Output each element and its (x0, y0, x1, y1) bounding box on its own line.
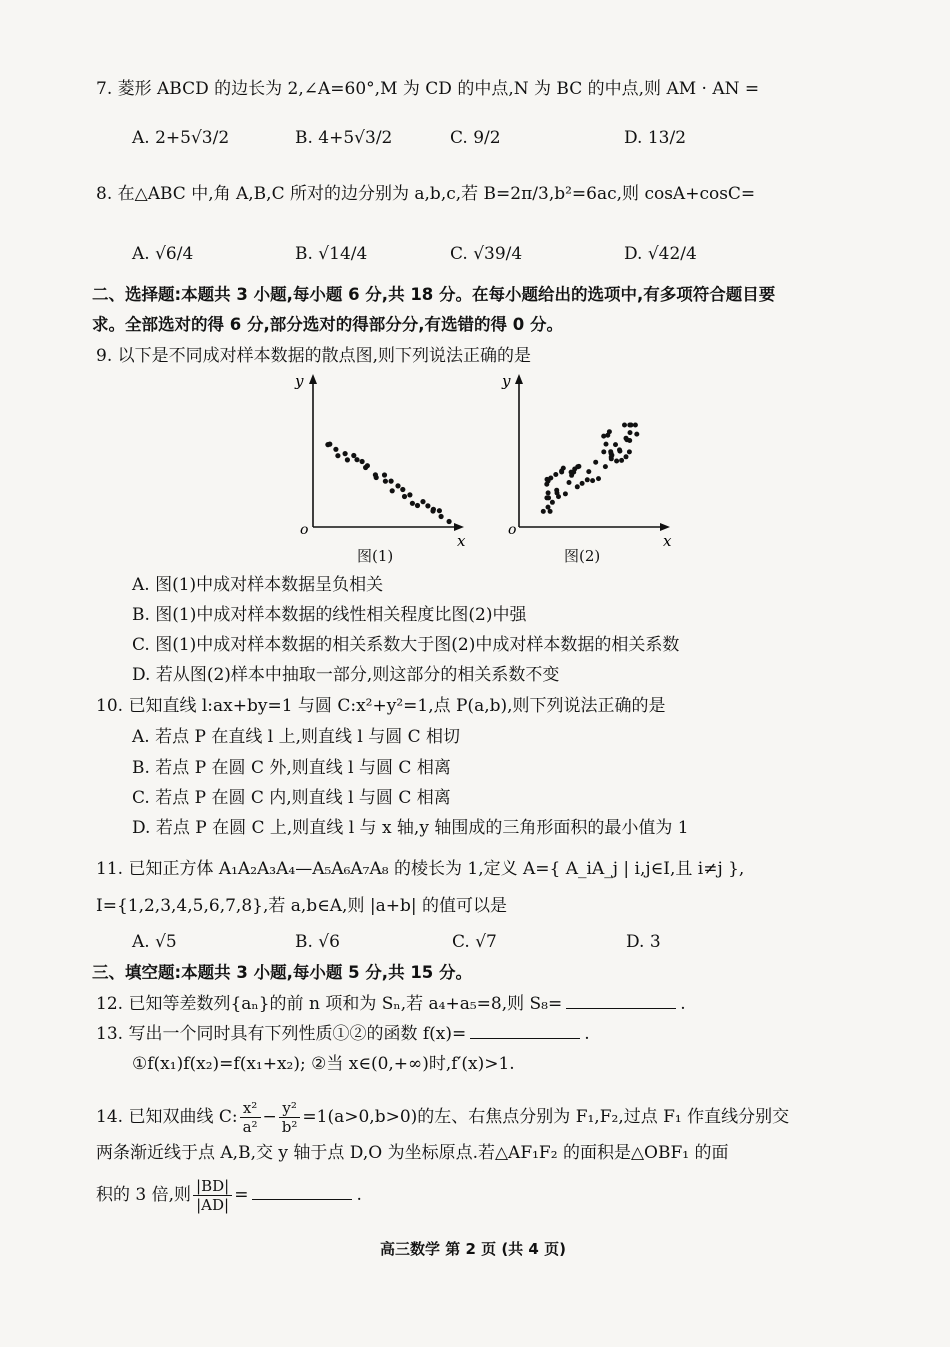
fig1-origin-label: o (300, 522, 309, 538)
fig2-point (624, 436, 629, 441)
q8-option-c: C. √39/4 (450, 244, 523, 264)
q10-option-d: D. 若点 P 在圆 C 上,则直线 l 与 x 轴,y 轴围成的三角形面积的最小值为 1 (132, 818, 689, 838)
q7-option-a: A. 2+5√3/2 (132, 128, 230, 148)
fig2-point (617, 447, 622, 452)
q12-line: 12. 已知等差数列{aₙ}的前 n 项和为 Sₙ,若 a₄+a₅=8,则 S₈= . (96, 994, 686, 1014)
scatter-figure-1 (290, 370, 480, 550)
q11-option-a: A. √5 (132, 932, 177, 952)
fig1-point (431, 507, 436, 512)
fig1-point (333, 447, 338, 452)
fig2-point (546, 490, 551, 495)
fig1-point (365, 463, 370, 468)
fig1-point (335, 453, 340, 458)
fig1-point (395, 483, 400, 488)
q9-option-d: D. 若从图(2)样本中抽取一部分,则这部分的相关系数不变 (132, 665, 560, 685)
fig2-point (622, 423, 627, 428)
fig2-point (593, 460, 598, 465)
q9-option-c: C. 图(1)中成对样本数据的相关系数大于图(2)中成对样本数据的相关系数 (132, 635, 680, 655)
page-footer: 高三数学 第 2 页 (共 4 页) (380, 1240, 566, 1258)
q13-conditions: ①f(x₁)f(x₂)=f(x₁+x₂); ②当 x∈(0,+∞)时,f′(x)>1. (132, 1054, 515, 1074)
fig1-point (402, 494, 407, 499)
q8-stem: 8. 在△ABC 中,角 A,B,C 所对的边分别为 a,b,c,若 B=2π/3,b²=6ac,则 cosA+cosC= (96, 184, 756, 204)
q11-option-c: C. √7 (452, 932, 497, 952)
fig1-point (439, 514, 444, 519)
q10-option-b: B. 若点 P 在圆 C 外,则直线 l 与圆 C 相离 (132, 758, 451, 778)
fig2-point (609, 456, 614, 461)
fig1-point (410, 501, 415, 506)
fig1-point (420, 499, 425, 504)
fig2-point (563, 491, 568, 496)
fig1-point (373, 472, 378, 477)
fig2-caption: 图(2) (564, 547, 601, 565)
fig1-point (345, 457, 350, 462)
q13-answer-blank[interactable] (470, 1022, 580, 1039)
q13-line: 13. 写出一个同时具有下列性质①②的函数 f(x)= . (96, 1024, 590, 1044)
q7-stem: 7. 菱形 ABCD 的边长为 2,∠A=60°,M 为 CD 的中点,N 为 BC 的中点,则 AM · AN = (96, 79, 760, 99)
q9-stem: 9. 以下是不同成对样本数据的散点图,则下列说法正确的是 (96, 346, 532, 366)
fig1-point (354, 457, 359, 462)
fig1-point (400, 487, 405, 492)
fig1-point (447, 519, 452, 524)
fig2-point (601, 449, 606, 454)
fig2-point (614, 459, 619, 464)
fig2-point (619, 458, 624, 463)
section2-heading-line2: 求。全部选对的得 6 分,部分选对的得部分分,有选错的得 0 分。 (92, 315, 563, 334)
fig2-point (580, 481, 585, 486)
q13-stem: 13. 写出一个同时具有下列性质①②的函数 f(x)= (96, 1024, 467, 1044)
q7-option-c: C. 9/2 (450, 128, 501, 148)
fig1-point (383, 479, 388, 484)
fig2-point (575, 484, 580, 489)
fig1-point (382, 472, 387, 477)
fig2-point (603, 464, 608, 469)
fig2-point (546, 505, 551, 510)
fig1-point (425, 503, 430, 508)
q8-option-b: B. √14/4 (295, 244, 368, 264)
fig2-point (607, 429, 612, 434)
q11-stem: 11. 已知正方体 A₁A₂A₃A₄—A₅A₆A₇A₈ 的棱长为 1,定义 A={ A_iA_j | i,j∈I,且 i≠j }, (96, 859, 745, 879)
q12-answer-blank[interactable] (566, 992, 676, 1009)
fig2-point (559, 470, 564, 475)
fig2-point (550, 500, 555, 505)
fig2-point (633, 423, 638, 428)
q14-frac-x: $\frac{\text{x²}}{\text{a²}}$ (240, 1099, 261, 1136)
fig1-point (390, 488, 395, 493)
q9-option-b: B. 图(1)中成对样本数据的线性相关程度比图(2)中强 (132, 605, 527, 625)
fig2-point (624, 454, 629, 459)
fig1-point (343, 451, 348, 456)
q11-option-d: D. 3 (626, 932, 661, 952)
fig1-point (389, 479, 394, 484)
fig2-point (634, 432, 639, 437)
fig2-point (567, 480, 572, 485)
q12-stem: 12. 已知等差数列{aₙ}的前 n 项和为 Sₙ,若 a₄+a₅=8,则 S₈= (96, 994, 563, 1014)
fig2-point (601, 434, 606, 439)
section2-heading-line1: 二、选择题:本题共 3 小题,每小题 6 分,共 18 分。在每小题给出的选项中,有多项符合题目要 (92, 285, 776, 304)
fig1-caption: 图(1) (357, 547, 394, 565)
q10-option-a: A. 若点 P 在直线 l 上,则直线 l 与圆 C 相切 (132, 727, 461, 747)
fig2-point (604, 442, 609, 447)
fig2-point (553, 472, 558, 477)
q8-option-a: A. √6/4 (132, 244, 194, 264)
fig2-axis-y-label: y (502, 372, 511, 390)
fig1-point (360, 459, 365, 464)
q9-option-a: A. 图(1)中成对样本数据呈负相关 (132, 575, 384, 595)
fig1-point (415, 503, 420, 508)
fig1-point (407, 492, 412, 497)
q14-answer-blank[interactable] (252, 1183, 352, 1200)
fig2-point (596, 476, 601, 481)
q7-option-b: B. 4+5√3/2 (295, 128, 393, 148)
q7-option-d: D. 13/2 (624, 128, 687, 148)
q14-frac-bd-ad: $\frac{|BD|}{|AD|}$ (193, 1177, 232, 1214)
fig2-origin-label: o (508, 522, 517, 538)
fig2-point (586, 469, 591, 474)
fig2-point (541, 509, 546, 514)
q14-line3: 积的 3 倍,则 $\frac{|BD|}{|AD|}$ = . (96, 1177, 362, 1214)
fig2-point (548, 509, 553, 514)
q14-frac-y: $\frac{\text{y²}}{\text{b²}}$ (279, 1099, 301, 1136)
q14-line1: 14. 已知双曲线 C: $\frac{\text{x²}}{\text{a²}}$ − $\frac{\text{y²}}{\text{b²}}$ =1(a>0,b>0)的左、右焦点分别为 F₁,F₂,过点 F₁ 作直线分别交 (96, 1099, 790, 1136)
fig1-axis-x-label: x (457, 532, 466, 550)
fig2-point (555, 491, 560, 496)
fig2-point (627, 423, 632, 428)
fig2-axis-x-label: x (663, 532, 672, 550)
fig2-point (572, 467, 577, 472)
scatter-figure-2 (500, 370, 690, 550)
q11-line2: I={1,2,3,4,5,6,7,8},若 a,b∈A,则 |a+b| 的值可以是 (96, 896, 507, 916)
fig2-point (590, 478, 595, 483)
fig2-point (627, 449, 632, 454)
fig2-point (608, 449, 613, 454)
fig1-point (437, 508, 442, 513)
q10-stem: 10. 已知直线 l:ax+by=1 与圆 C:x²+y²=1,点 P(a,b),则下列说法正确的是 (96, 696, 666, 716)
fig1-axis-y-label: y (295, 372, 304, 390)
fig1-point (351, 453, 356, 458)
fig1-point (327, 442, 332, 447)
section3-heading: 三、填空题:本题共 3 小题,每小题 5 分,共 15 分。 (92, 963, 473, 982)
fig2-point (545, 477, 550, 482)
fig2-point (585, 477, 590, 482)
fig2-point (613, 442, 618, 447)
q14-line2: 两条渐近线于点 A,B,交 y 轴于点 D,O 为坐标原点.若△AF₁F₂ 的面积是△OBF₁ 的面 (96, 1143, 729, 1163)
fig2-point (628, 430, 633, 435)
q8-option-d: D. √42/4 (624, 244, 697, 264)
q11-option-b: B. √6 (295, 932, 340, 952)
fig2-point (546, 495, 551, 500)
q10-option-c: C. 若点 P 在圆 C 内,则直线 l 与圆 C 相离 (132, 788, 451, 808)
